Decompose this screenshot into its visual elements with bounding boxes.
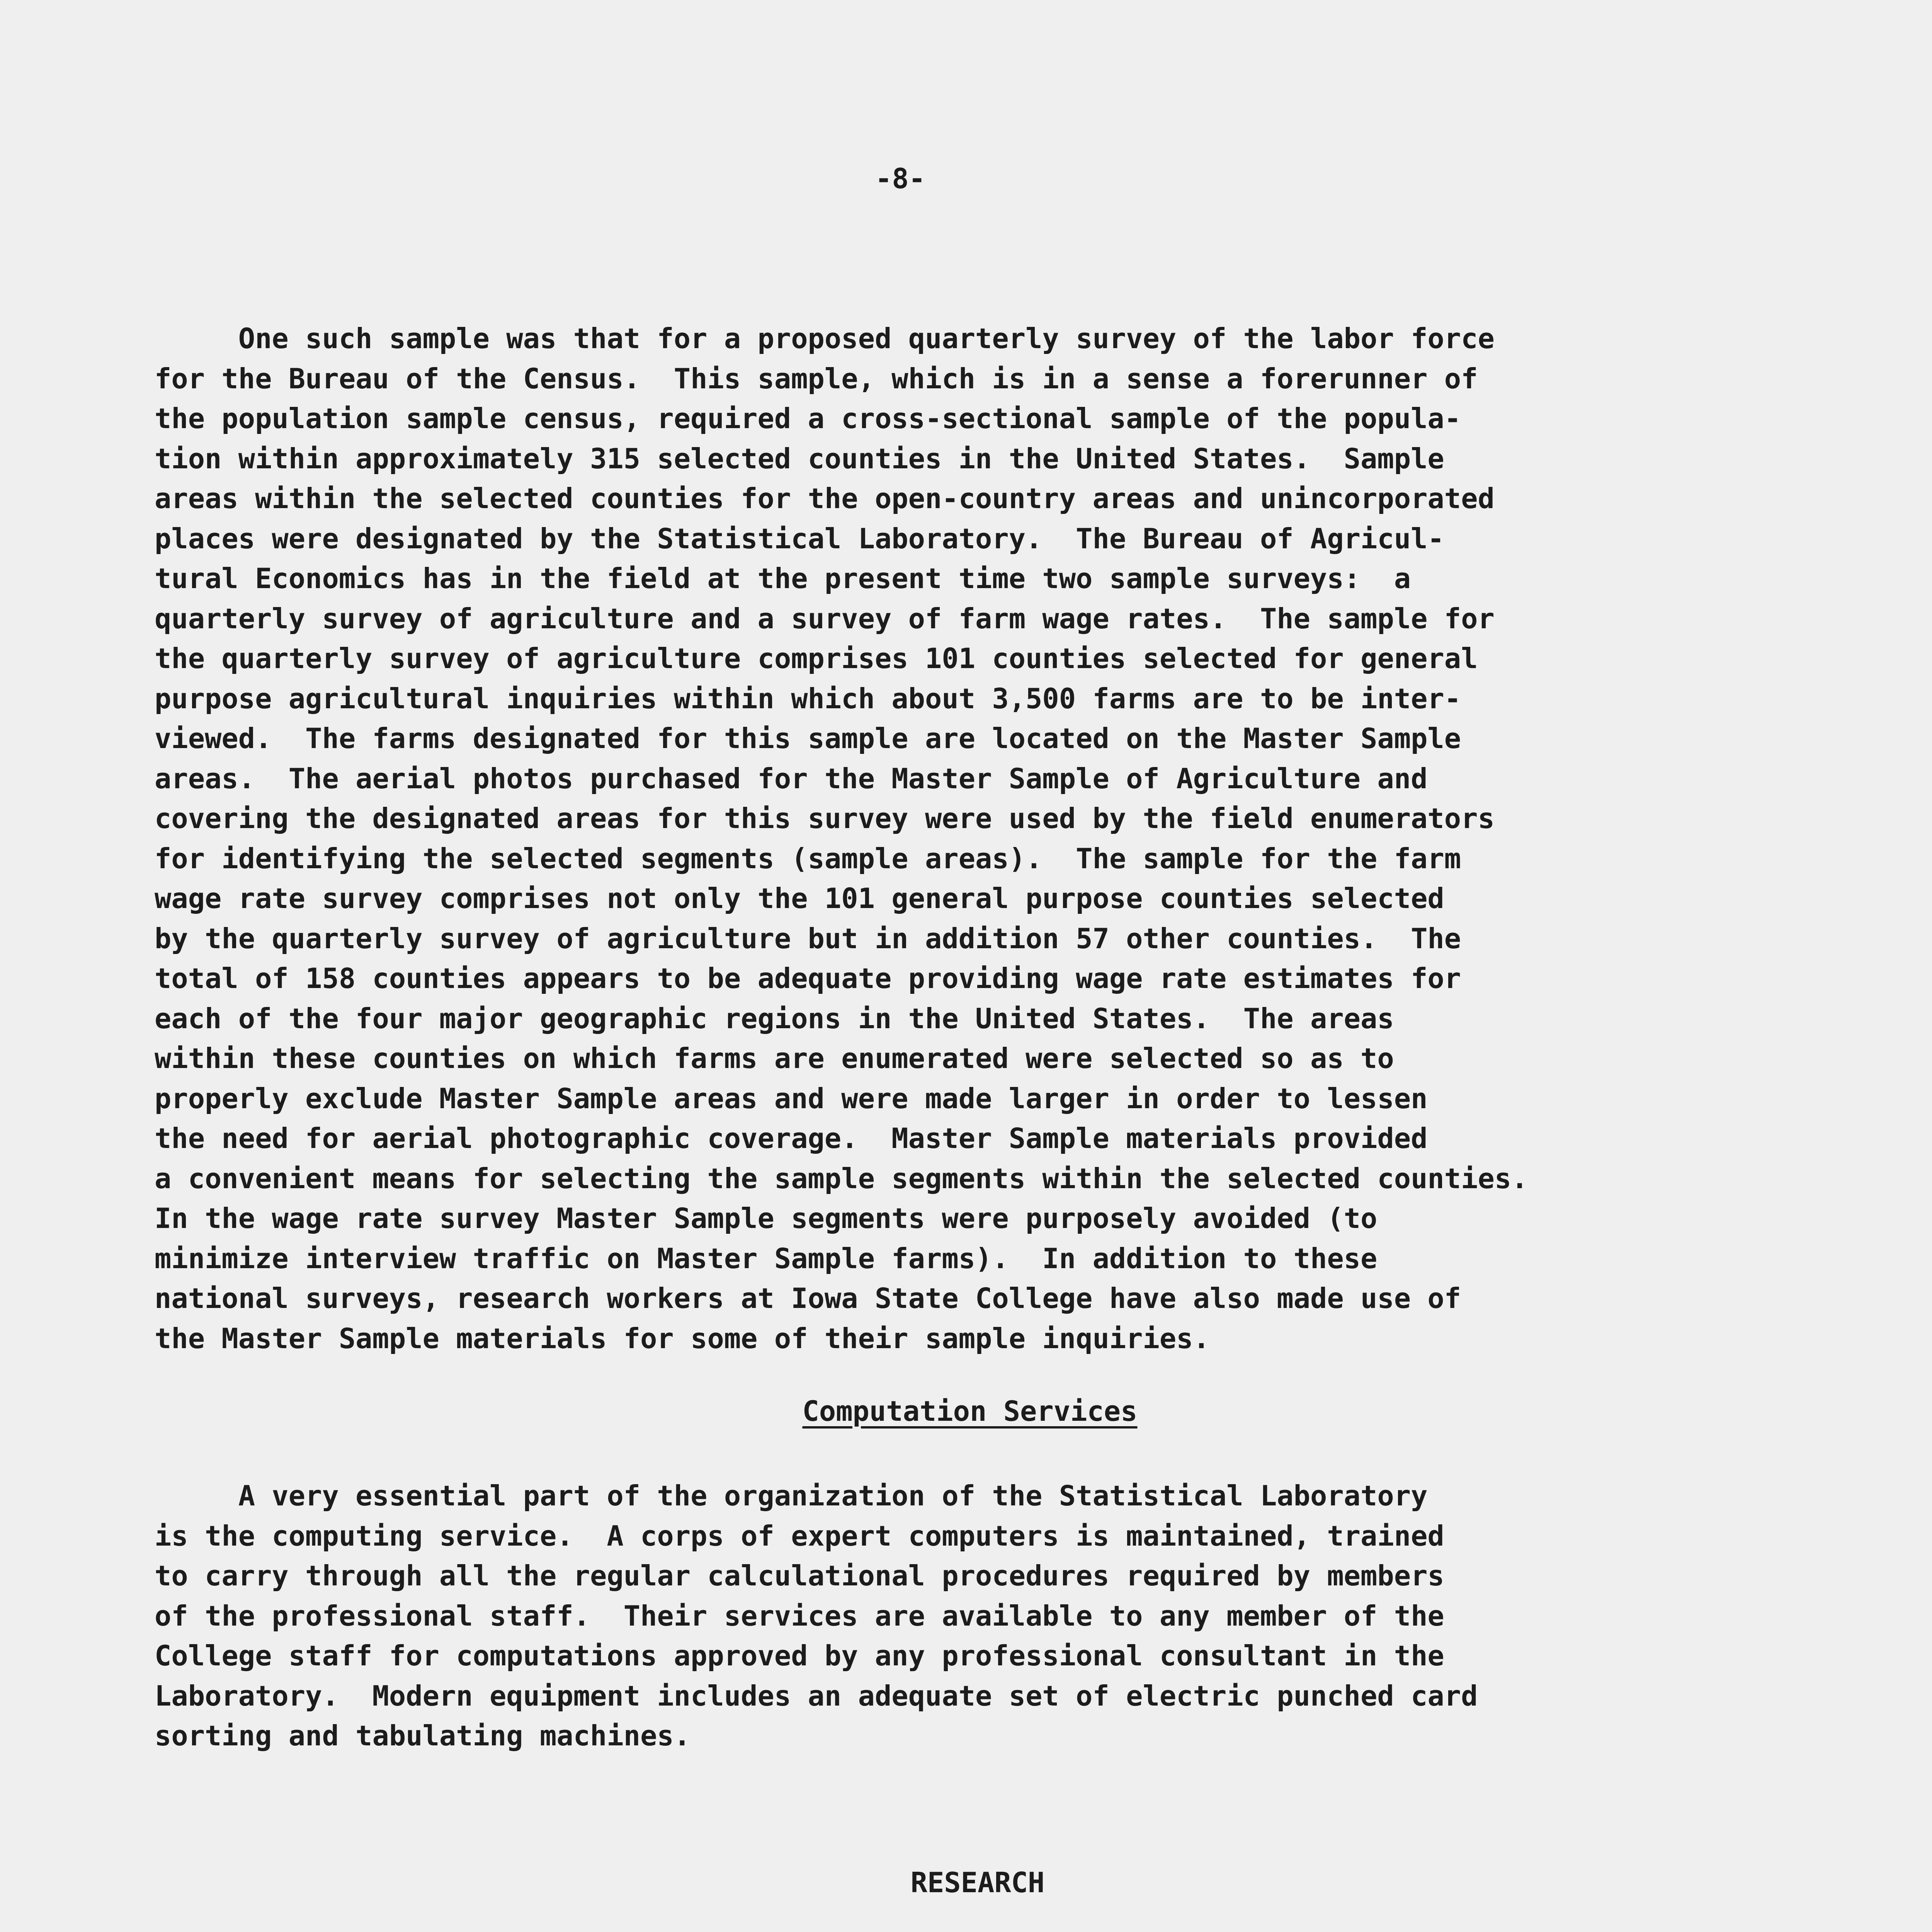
page-number: -8- [875,162,926,195]
heading-research: RESEARCH [910,1866,1045,1899]
heading-computation-services [0,1395,1932,1427]
paragraph-master-sample-surveys: One such sample was that for a proposed quarterly survey of the labor force for the Bureau of the Census. This sample, which is in a sense a forerunner of the population sample census, required a cross-sectional sample of the popula- tion within approximately 315 selected counties in the United States. Sample areas within the selected counties for the open-country areas and unincorporated places were designated by the Statistical Laboratory. The Bureau of Agricul- tural Economics has in the field at the present time two sample surveys: a quarterly survey of agriculture and a survey of farm wage rates. The sample for the quarterly survey of agriculture comprises 101 counties selected for general purpose agricultural inquiries within which about 3,500 farms are to be inter- viewed. The farms designated for this sample are located on the Master Sample areas. The aerial photos purchased for the Master Sample of Agriculture and covering the designated areas for this survey were used by the field enumerators for identifying the selected segments (sample areas). The sample for the farm wage rate survey comprises not only the 101 general purpose counties selected by the quarterly survey of agriculture but in addition 57 other counties. The total of 158 counties appears to be adequate providing wage rate estimates for each of the four major geographic regions in the United States. The areas within these counties on which farms are enumerated were selected so as to properly exclude Master Sample areas and were made larger in order to lessen the need for aerial photographic coverage. Master Sample materials provided a convenient means for selecting the sample segments within the selected counties. In the wage rate survey Master Sample segments were purposely avoided (to minimize interview traffic on Master Sample farms). In addition to these national surveys, research workers at Iowa State College have also made use of the Master Sample materials for some of their sample inquiries. [155,322,1528,1355]
paragraph-computing-service: A very essential part of the organization of the Statistical Laboratory is the computing service. A corps of expert computers is maintained, trained to carry through all the regular calculational procedures required by members of the professional staff. Their services are available to any member of the College staff for computations approved by any professional consultant in the Laboratory. Modern equipment includes an adequate set of electric punched card sorting and tabulating machines. [155,1480,1478,1752]
heading-computation-services-text: Computation Services [802,1395,1138,1427]
